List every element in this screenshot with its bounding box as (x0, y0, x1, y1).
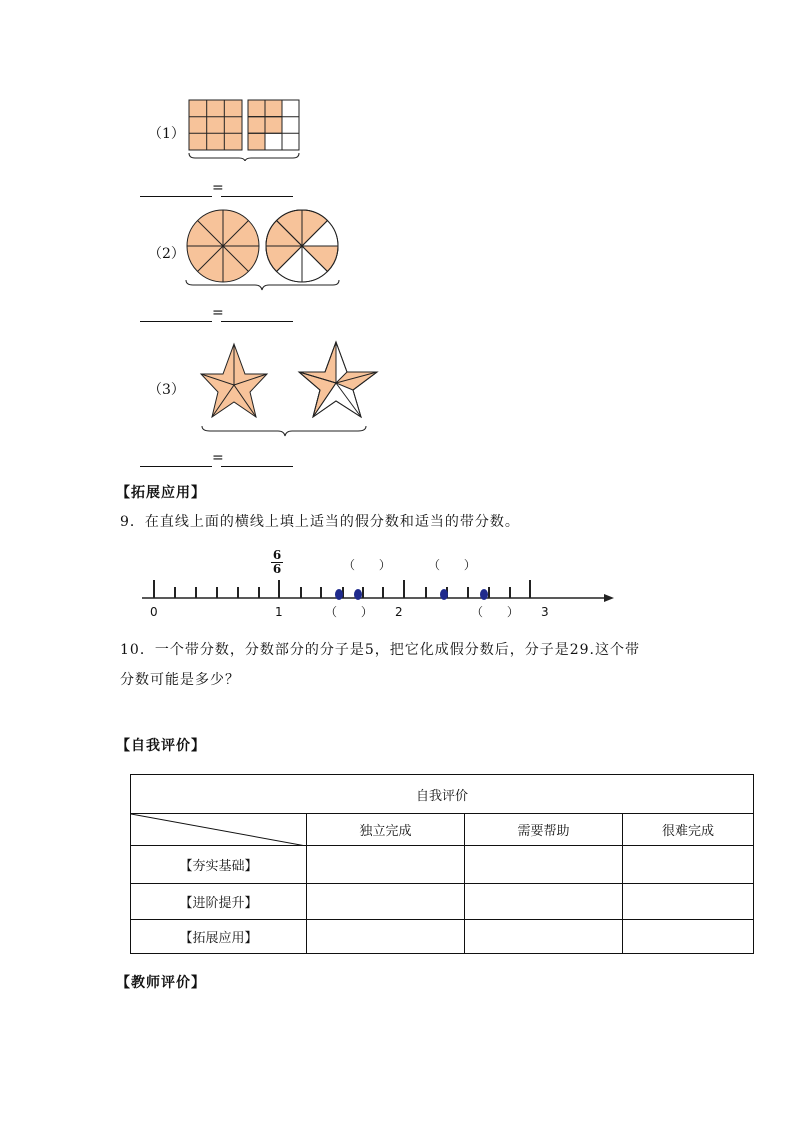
column-header-independent: 独立完成 (307, 814, 465, 846)
row-label-foundation: 【夯实基础】 (131, 846, 307, 884)
table-cell[interactable] (465, 846, 623, 884)
blank-above-b[interactable]: （ ） (428, 558, 486, 572)
brace-1 (189, 153, 299, 161)
number-line-dot (440, 589, 448, 600)
question-9-text: 9．在直线上面的横线上填上适当的假分数和适当的带分数。 (120, 514, 520, 530)
equals-sign-2: = (212, 305, 224, 321)
number-line-dot (354, 589, 362, 600)
row-label-advanced: 【进阶提升】 (131, 884, 307, 920)
figure-1-grids (185, 97, 305, 161)
major-tick (153, 580, 155, 598)
number-line (140, 575, 620, 605)
grid-left (189, 100, 242, 150)
tick-label-1: 1 (275, 605, 283, 619)
section-heading-extension: 【拓展应用】 (116, 485, 206, 501)
star-left (201, 344, 267, 417)
minor-tick (300, 587, 302, 598)
fraction-numerator: 6 (272, 548, 282, 562)
answer-blank-2a[interactable] (140, 321, 212, 322)
number-line-dot (335, 589, 343, 600)
answer-blank-1a[interactable] (140, 196, 212, 197)
question-10-line-2: 分数可能是多少？ (120, 672, 240, 688)
figure-2-circles (183, 208, 343, 292)
figure-2-label: （2） (148, 246, 185, 262)
minor-tick (362, 587, 364, 598)
minor-tick (488, 587, 490, 598)
minor-tick (467, 587, 469, 598)
question-10-line-1: 10．一个带分数，分数部分的分子是5，把它化成假分数后，分子是29.这个带 (120, 642, 640, 658)
table-cell[interactable] (307, 846, 465, 884)
tick-label-3: 3 (541, 605, 549, 619)
minor-tick (195, 587, 197, 598)
table-cell[interactable] (623, 884, 754, 920)
row-label-extension: 【拓展应用】 (131, 920, 307, 954)
minor-tick (258, 587, 260, 598)
circle-right (266, 210, 338, 282)
fraction-denominator: 6 (272, 562, 282, 576)
table-corner-diagonal (131, 814, 307, 846)
self-evaluation-table (130, 774, 754, 954)
fraction-six-sixths (270, 549, 284, 576)
equals-sign-1: = (212, 180, 224, 196)
table-cell[interactable] (465, 920, 623, 954)
brace-2 (186, 280, 339, 290)
number-line-dot (480, 589, 488, 600)
tick-label-0: 0 (150, 605, 158, 619)
answer-blank-1b[interactable] (221, 196, 293, 197)
section-heading-teacher-evaluation: 【教师评价】 (116, 975, 206, 991)
table-cell[interactable] (465, 884, 623, 920)
answer-blank-3a[interactable] (140, 466, 212, 467)
minor-tick (237, 587, 239, 598)
minor-tick (216, 587, 218, 598)
table-cell[interactable] (307, 884, 465, 920)
column-header-difficult: 很难完成 (623, 814, 754, 846)
minor-tick (320, 587, 322, 598)
minor-tick (509, 587, 511, 598)
figure-1-label: （1） (148, 126, 185, 142)
table-title: 自我评价 (131, 775, 754, 814)
table-cell[interactable] (307, 920, 465, 954)
grid-right (248, 100, 299, 150)
figure-3-stars (186, 340, 382, 440)
blank-below-b[interactable]: （ ） (471, 605, 529, 619)
blank-above-a[interactable]: （ ） (343, 558, 401, 572)
table-cell[interactable] (623, 920, 754, 954)
minor-tick (174, 587, 176, 598)
column-header-need-help: 需要帮助 (465, 814, 623, 846)
section-heading-self-evaluation: 【自我评价】 (116, 738, 206, 754)
equals-sign-3: = (212, 450, 224, 466)
brace-3 (202, 426, 366, 436)
tick-label-2: 2 (395, 605, 403, 619)
star-right (299, 342, 377, 417)
answer-blank-2b[interactable] (221, 321, 293, 322)
major-tick (403, 580, 405, 598)
major-tick (529, 580, 531, 598)
circle-left (187, 210, 259, 282)
table-cell[interactable] (623, 846, 754, 884)
minor-tick (425, 587, 427, 598)
answer-blank-3b[interactable] (221, 466, 293, 467)
figure-3-label: （3） (148, 382, 185, 398)
minor-tick (382, 587, 384, 598)
blank-below-a[interactable]: （ ） (325, 605, 383, 619)
major-tick (278, 580, 280, 598)
